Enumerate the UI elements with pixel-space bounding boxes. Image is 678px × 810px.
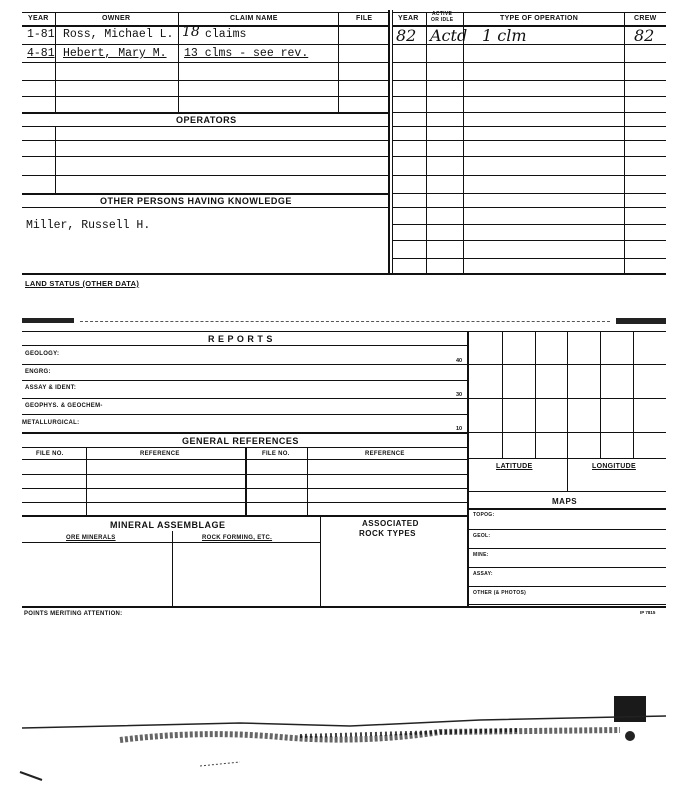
- report-num: 40: [456, 358, 463, 364]
- claim-name: claims: [205, 28, 247, 41]
- ref-file-no-header-1: FILE NO.: [36, 451, 64, 457]
- associated-rock-types-1: ASSOCIATED: [362, 519, 419, 528]
- claim-name: 13 clms - see rev.: [184, 47, 309, 60]
- associated-rock-types-2: ROCK TYPES: [359, 529, 417, 538]
- claim-owner: Hebert, Mary M.: [63, 47, 167, 60]
- latitude-label: LATITUDE: [496, 463, 533, 470]
- ref-reference-header-1: REFERENCE: [140, 451, 180, 457]
- report-num: 30: [456, 392, 463, 398]
- col-year-header: YEAR: [28, 15, 49, 22]
- op-type-header: TYPE OF OPERATION: [500, 15, 579, 22]
- form-number: IP 7815: [640, 610, 656, 615]
- report-geophys: GEOPHYS. & GEOCHEM-: [25, 403, 103, 409]
- ref-file-no-header-2: FILE NO.: [262, 451, 290, 457]
- op-year-handwritten: 82: [396, 26, 417, 45]
- col-claim-name-header: CLAIM NAME: [230, 15, 278, 22]
- rock-forming-header: ROCK FORMING, ETC.: [202, 535, 273, 541]
- knowledge-person: Miller, Russell H.: [26, 219, 151, 232]
- map-mine: MINE:: [473, 552, 489, 558]
- reports-title: R E P O R T S: [208, 334, 273, 344]
- claim-year: 4-81: [27, 47, 55, 60]
- map-topog: TOPOG:: [473, 512, 495, 518]
- report-geology: GEOLOGY:: [25, 351, 60, 357]
- operators-title: OPERATORS: [176, 115, 237, 125]
- op-active-header: ACTIVE: [432, 11, 453, 17]
- map-assay: ASSAY:: [473, 571, 493, 577]
- mineral-assemblage-title: MINERAL ASSEMBLAGE: [110, 520, 226, 530]
- map-other: OTHER (& PHOTOS): [473, 590, 527, 596]
- report-num: 10: [456, 426, 463, 432]
- col-owner-header: OWNER: [102, 15, 131, 22]
- op-active-handwritten: Actd: [430, 26, 468, 45]
- report-metallurgical: METALLURGICAL:: [22, 420, 80, 426]
- scan-noise: [0, 690, 678, 800]
- claim-year: 1-81: [27, 28, 55, 41]
- knowledge-title: OTHER PERSONS HAVING KNOWLEDGE: [100, 196, 292, 206]
- op-year-header: YEAR: [398, 15, 419, 22]
- longitude-label: LONGITUDE: [592, 463, 636, 470]
- col-file-header: FILE: [356, 15, 373, 22]
- ore-minerals-header: ORE MINERALS: [66, 535, 116, 541]
- report-assay: ASSAY & IDENT:: [25, 385, 77, 391]
- land-status-label: LAND STATUS (OTHER DATA): [25, 279, 140, 288]
- op-idle-header: OR IDLE: [431, 17, 454, 23]
- general-references-title: GENERAL REFERENCES: [182, 436, 299, 446]
- claim-owner: Ross, Michael L.: [63, 28, 174, 41]
- claim-count-handwritten: 18: [182, 24, 200, 40]
- map-geol: GEOL:: [473, 533, 491, 539]
- ref-reference-header-2: REFERENCE: [365, 451, 405, 457]
- op-crew-header: CREW: [634, 15, 657, 22]
- report-engrg: ENGRG:: [25, 369, 51, 375]
- maps-title: MAPS: [552, 497, 578, 506]
- op-type-handwritten: 1 clm: [482, 26, 527, 45]
- op-crew-handwritten: 82: [634, 26, 655, 45]
- points-meriting-attention: POINTS MERITING ATTENTION:: [24, 611, 123, 617]
